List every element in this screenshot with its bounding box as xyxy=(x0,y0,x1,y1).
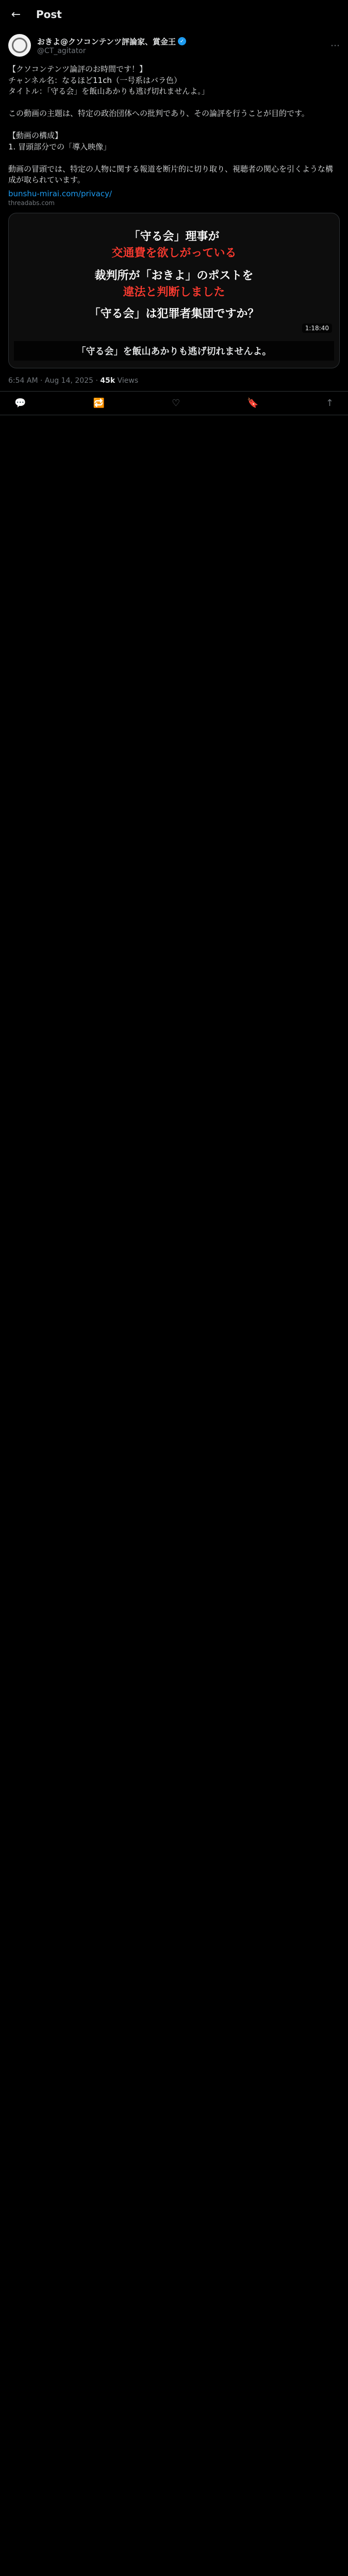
verified-icon: ✓ xyxy=(178,37,186,45)
bookmark-icon[interactable]: 🔖 xyxy=(247,397,259,409)
avatar[interactable] xyxy=(8,34,31,57)
video-text-line-5: 「守る会」は犯罪者集団ですか？ xyxy=(89,307,259,320)
video-player[interactable] xyxy=(8,213,340,368)
repost-icon[interactable]: 🔁 xyxy=(93,397,105,409)
views-count: 45k xyxy=(100,376,115,385)
back-arrow-icon[interactable]: ← xyxy=(11,8,21,21)
like-icon[interactable]: ♡ xyxy=(172,397,180,409)
author-block xyxy=(0,29,348,57)
video-text-line-2: 交通費を欲しがっている xyxy=(111,246,237,260)
avatar-icon xyxy=(12,38,27,53)
post-link[interactable]: bunshu-mirai.com/privacy/ xyxy=(8,189,112,198)
author-name-row[interactable] xyxy=(37,36,186,47)
post-meta: 6:54 AM · Aug 14, 2025 · 45k Views xyxy=(8,376,139,385)
action-bar xyxy=(0,391,348,415)
post-body: 【クソコンテンツ論評のお時間です！】 チャンネル名：なるほど11ch（一号系はバラ色） タイトル：「守る会」を飯山あかりも逃げ切れませんよ。」 この動画の主題は、特定の政治団体への批判であり、その論評を行うことが目的です。 【動画の構成】 1. 冒頭部分での「導入映像」 動画の冒頭では、特定の人物に関する報道を断片的に切り取り、視聴者の関心を引くような構成が取られています。 xyxy=(8,64,334,184)
topbar xyxy=(0,0,348,29)
page-title: Post xyxy=(36,8,62,21)
post-time[interactable]: 6:54 AM · Aug 14, 2025 xyxy=(8,376,94,385)
video-text-line-1: 「守る会」理事が xyxy=(128,230,220,243)
author-handle[interactable]: @CT_agitator xyxy=(37,46,86,55)
reply-icon[interactable]: 💬 xyxy=(14,397,26,409)
video-subtitle: 「守る会」を飯山あかりも逃げ切れませんよ。 xyxy=(14,341,334,361)
author-name[interactable]: おきよ@クソコンテンツ評論家、賞金王 xyxy=(37,37,176,46)
more-options-icon[interactable]: ⋯ xyxy=(330,40,340,51)
video-text-line-3: 裁判所が「おきよ」のポストを xyxy=(94,269,254,282)
share-icon[interactable]: ↑ xyxy=(325,397,334,409)
views-label: Views xyxy=(117,376,139,385)
link-domain: threadabs.com xyxy=(8,199,55,207)
video-text-line-4: 違法と判断しました xyxy=(123,285,225,299)
video-duration: 1:18:40 xyxy=(302,324,332,333)
